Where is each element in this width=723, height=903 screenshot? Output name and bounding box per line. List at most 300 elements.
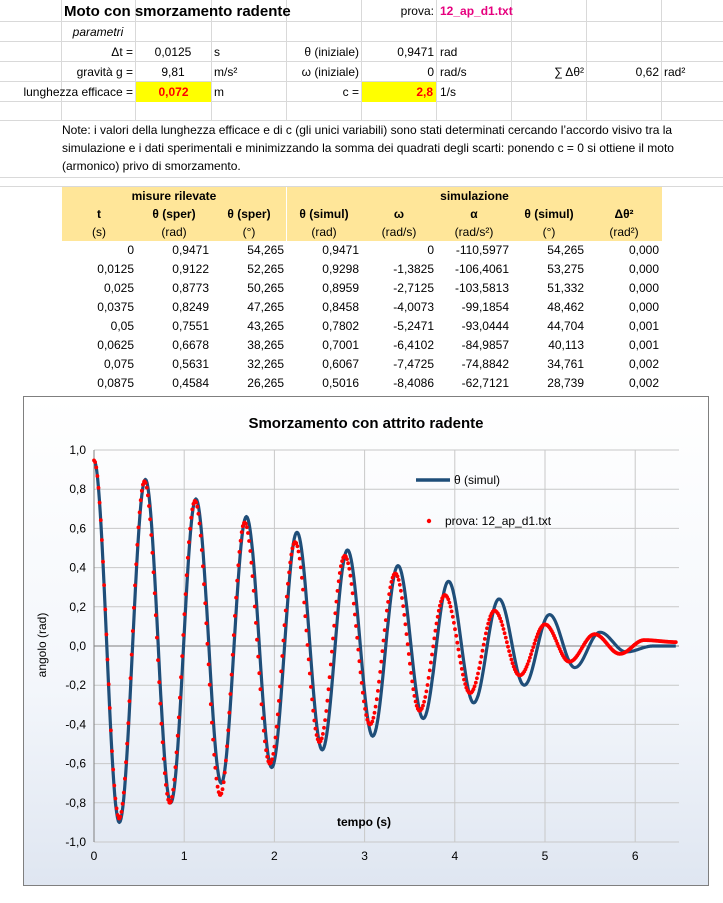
table-cell[interactable]: 0,000 [628,300,659,314]
data-point [125,742,129,746]
x-tick-label: 3 [361,849,368,863]
param-g-label[interactable]: gravità g = [76,65,133,79]
table-cell[interactable]: 0,7551 [172,319,209,333]
y-tick-label: 0,2 [69,599,86,614]
data-point [148,517,152,521]
data-point [361,691,365,695]
col-header[interactable]: θ (sper) [227,207,271,221]
data-point [485,626,489,630]
data-point [171,788,175,792]
table-cell[interactable]: 0,4584 [172,376,209,390]
data-point [382,639,386,643]
data-point [309,685,313,689]
table-cell[interactable]: 0,000 [628,262,659,276]
data-point [226,728,230,732]
data-point [303,614,307,618]
table-cell[interactable]: 0,7001 [322,338,359,352]
table-cell[interactable]: 50,265 [247,281,284,295]
table-cell[interactable]: 0,05 [110,319,134,333]
data-point [198,522,202,526]
data-point [284,609,288,613]
data-point [109,729,113,733]
data-point [151,551,155,555]
data-point [181,633,185,637]
data-point [96,474,100,478]
row-line [0,177,723,178]
data-point [289,553,293,557]
col-header[interactable]: t [97,207,101,221]
data-point [463,682,467,686]
data-point [379,660,383,664]
data-point [277,699,281,703]
data-point [209,702,213,706]
table-cell[interactable]: -6,4102 [393,338,434,352]
data-point [398,583,402,587]
data-point [452,621,456,625]
data-point [235,579,239,583]
table-cell[interactable]: -4,0073 [393,300,434,314]
data-point [474,681,478,685]
y-tick-label: 0,4 [69,560,86,575]
data-point [158,702,162,706]
table-cell[interactable]: -5,2471 [393,319,434,333]
y-tick-label: -0,2 [65,678,86,693]
col-line [586,0,587,120]
data-point [203,601,207,605]
table-cell[interactable]: -62,7121 [461,376,509,390]
data-point [333,611,337,615]
data-point [285,595,289,599]
y-tick-label: 0,6 [69,521,86,536]
table-cell[interactable]: 34,761 [547,357,584,371]
param-dt-value[interactable]: 0,0125 [154,45,192,59]
data-point [261,716,265,720]
prova-label[interactable]: prova: [400,4,434,18]
data-point [450,610,454,614]
data-point [278,685,282,689]
param-theta0-label[interactable]: θ (iniziale) [304,45,359,59]
table-cell[interactable]: 0,8458 [322,300,359,314]
data-point [321,732,325,736]
data-point [530,649,534,653]
data-point [238,550,242,554]
data-point [264,748,268,752]
chart-title: Smorzamento con attrito radente [248,415,484,432]
table-cell[interactable]: 51,332 [547,281,584,295]
data-point [202,582,206,586]
param-c-value[interactable]: 2,8 [362,82,436,102]
data-point [376,689,380,693]
data-point [511,661,515,665]
data-point [359,671,363,675]
table-cell[interactable]: 53,275 [547,262,584,276]
data-point [161,740,165,744]
data-point [271,752,275,756]
table-cell[interactable]: 0,9471 [172,243,209,257]
data-point [356,648,360,652]
data-point [335,600,339,604]
data-point [505,640,509,644]
col-unit[interactable]: (rad) [161,225,187,239]
table-cell[interactable]: -110,5977 [455,243,509,257]
data-point [188,527,192,531]
data-point [329,663,333,667]
data-point [177,716,181,720]
data-point [375,697,379,701]
table-cell[interactable]: 0,0375 [97,300,134,314]
data-point [462,678,466,682]
col-unit[interactable]: (s) [92,225,106,239]
data-point [211,738,215,742]
data-point [300,576,304,580]
table-cell[interactable]: 0,002 [628,376,659,390]
data-point [436,615,440,619]
data-point [175,751,179,755]
data-point [120,810,124,814]
data-point [227,711,231,715]
data-point [362,700,366,704]
data-point [399,589,403,593]
table-cell[interactable]: -103,5813 [454,281,509,295]
data-point [326,699,330,703]
data-point [122,791,126,795]
param-length-label[interactable]: lunghezza efficace = [23,85,133,99]
table-cell[interactable]: 0,6678 [172,338,209,352]
data-point [185,573,189,577]
sum-unit[interactable]: rad² [664,65,686,79]
data-point [110,749,114,753]
data-point [230,673,234,677]
data-point [282,639,286,643]
data-point [531,645,535,649]
data-point [529,652,533,656]
col-header[interactable]: θ (simul) [299,207,349,221]
table-cell[interactable]: 43,265 [247,319,284,333]
table-cell[interactable]: -1,3825 [393,262,434,276]
table-cell[interactable]: 0,001 [628,319,659,333]
data-point [140,489,144,493]
y-tick-labels [65,443,86,849]
table-cell[interactable]: -2,7125 [393,281,434,295]
data-point [487,618,491,622]
data-point [482,643,486,647]
legend[interactable] [416,473,552,528]
table-cell[interactable]: 0 [427,243,434,257]
data-point [307,658,311,662]
data-point [387,592,391,596]
sum-label[interactable]: ∑ Δθ² [554,65,584,79]
col-unit[interactable]: (°) [242,225,256,239]
param-c-label[interactable]: c = [342,85,359,99]
param-theta0-unit[interactable]: rad [440,45,458,59]
col-unit[interactable]: (rad/s) [381,225,417,239]
data-point [481,649,485,653]
sheet-title[interactable]: Moto con smorzamento radente [64,3,291,20]
table-cell[interactable]: 26,265 [247,376,284,390]
data-point [373,711,377,715]
data-point [448,601,452,605]
data-point [232,633,236,637]
param-dt-label[interactable]: Δt = [111,45,133,59]
data-point [244,522,248,526]
col-line [436,0,437,120]
table-cell[interactable]: 40,113 [548,338,584,352]
data-point [302,601,306,605]
table-cell[interactable]: 0,025 [103,281,134,295]
data-point [108,706,112,710]
table-cell[interactable]: 47,265 [247,300,284,314]
table-cell[interactable]: 0,8773 [172,281,209,295]
data-point [446,597,450,601]
data-point [262,729,266,733]
data-point [274,736,278,740]
data-point [533,642,537,646]
data-point [233,614,237,618]
data-point [378,670,382,674]
data-point [330,650,334,654]
data-point [411,687,415,691]
col-unit[interactable]: (°) [542,225,556,239]
chart-series [92,459,678,823]
table-cell[interactable]: -99,1854 [461,300,509,314]
data-point [121,802,125,806]
data-point [401,604,405,608]
data-point [179,675,183,679]
data-point [162,757,166,761]
data-point [385,609,389,613]
data-point [288,561,292,565]
data-point [322,726,326,730]
table-cell[interactable]: 0,0625 [97,338,134,352]
data-point [160,722,164,726]
col-unit[interactable]: (rad²) [609,225,639,239]
data-point [212,753,216,757]
data-point [305,629,309,633]
data-point [144,481,148,485]
data-point [480,655,484,659]
table-cell[interactable]: 0,002 [628,357,659,371]
x-tick-label: 6 [631,849,639,863]
table-cell[interactable]: 0,7802 [322,319,359,333]
table-cell[interactable]: 0,8249 [172,300,209,314]
table-cell[interactable]: 0,6067 [322,357,359,371]
data-point [255,638,259,642]
data-point [254,621,258,625]
param-g-unit[interactable]: m/s² [214,65,238,79]
data-point [164,783,168,787]
data-point [453,627,457,631]
table-cell[interactable]: 0,001 [628,338,659,352]
data-point [370,720,374,724]
data-point [124,760,128,764]
data-point [103,608,107,612]
note-text[interactable]: Note: i valori della lunghezza efficace e di c (gli unici variabili) sono stati determinati cercando l’accordo visivo tra la simulazione e i dati sperimentali e minimizzando la somma dei quadrati degli scarti: ponendo c = 0 si ottiene il moto (armonico) privo di smorzamento. [62,123,674,173]
data-point [408,662,412,666]
data-point [236,563,240,567]
table-cell[interactable]: -84,9857 [461,338,509,352]
data-point [157,680,161,684]
data-point [384,618,388,622]
table-cell[interactable]: 28,739 [547,376,584,390]
data-point [250,561,254,565]
data-point [256,655,260,659]
y-tick-label: 0,8 [69,482,86,497]
table-cell[interactable]: 48,462 [547,300,584,314]
col-header[interactable]: ω [393,207,405,221]
data-point [187,540,191,544]
param-length-unit[interactable]: m [214,85,224,99]
data-point [107,682,111,686]
data-point [386,600,390,604]
table-cell[interactable]: 44,704 [547,319,584,333]
chart-svg [24,397,708,885]
table-cell[interactable]: 0,0125 [97,262,134,276]
data-point [231,653,235,657]
table-cell[interactable]: -7,4725 [393,357,434,371]
table-cell[interactable]: -74,8842 [461,357,509,371]
data-point [154,613,158,617]
param-omega0-label[interactable]: ω (iniziale) [301,65,359,79]
data-point [451,615,455,619]
sum-value[interactable]: 0,62 [635,65,659,79]
data-point [240,530,244,534]
param-g-value[interactable]: 9,81 [161,65,185,79]
legend-label-simul: θ (simul) [454,473,501,487]
col-unit[interactable]: (rad) [311,225,337,239]
data-point [363,707,367,711]
data-point [176,734,180,738]
data-point [311,709,315,713]
data-point [338,571,342,575]
data-point [431,645,435,649]
data-point [206,642,210,646]
data-point [216,785,220,789]
table-cell[interactable]: 0,000 [628,243,659,257]
data-point [112,784,116,788]
data-point [377,680,381,684]
table-cell[interactable]: 54,265 [547,243,584,257]
data-point [308,672,312,676]
param-c-unit[interactable]: 1/s [440,85,457,99]
data-point [328,675,332,679]
data-point [312,719,316,723]
data-point [184,592,188,596]
data-point [434,629,438,633]
y-axis-label: angolo (rad) [35,612,49,678]
data-point [152,570,156,574]
table-cell[interactable]: 0 [127,243,134,257]
data-point [280,654,284,658]
data-point [438,604,442,608]
table-cell[interactable]: 0,9298 [322,262,359,276]
col-unit[interactable]: (rad/s²) [454,225,494,239]
data-point [483,637,487,641]
data-point [476,672,480,676]
data-point [435,622,439,626]
data-point [429,661,433,665]
param-omega0-unit[interactable]: rad/s [440,65,467,79]
data-point [383,628,387,632]
data-point [252,589,256,593]
prova-file[interactable]: 12_ap_d1.txt [440,4,513,18]
table-cell[interactable]: 0,0875 [97,376,134,390]
data-point [314,727,318,731]
param-dt-unit[interactable]: s [214,45,220,59]
param-theta0-value[interactable]: 0,9471 [397,45,434,59]
data-point [432,637,436,641]
table-cell[interactable]: 32,265 [247,357,284,371]
data-point [320,737,324,741]
data-point [204,621,208,625]
y-tick-label: 1,0 [69,443,86,457]
data-point [340,559,344,563]
col-header[interactable]: θ (simul) [524,207,574,221]
table-cell[interactable]: 0,5631 [172,357,209,371]
table-cell[interactable]: 0,9122 [172,262,209,276]
data-point [372,716,376,720]
data-point [404,622,408,626]
data-point [425,690,429,694]
data-point [102,583,106,587]
table-cell[interactable]: 0,9471 [322,243,359,257]
data-point [406,642,410,646]
data-point [397,578,401,582]
data-point [674,640,678,644]
data-point [475,676,479,680]
col-header[interactable]: α [470,207,478,221]
data-point [461,673,465,677]
data-point [449,605,453,609]
table-cell[interactable]: 0,8959 [322,281,359,295]
table-cell[interactable]: -93,0444 [461,319,509,333]
col-header[interactable]: Δθ² [614,207,634,221]
data-point [315,733,319,737]
data-point [132,606,136,610]
legend-label-prova: prova: 12_ap_d1.txt [445,514,552,528]
data-point [454,634,458,638]
data-point [414,700,418,704]
data-point [190,508,194,512]
parametri-label[interactable]: parametri [72,25,124,39]
col-header[interactable]: θ (sper) [152,207,196,221]
data-point [183,612,187,616]
param-omega0-value[interactable]: 0 [427,65,434,79]
data-point [163,771,167,775]
table-cell[interactable]: -8,4086 [393,376,434,390]
data-point [405,632,409,636]
param-length-value[interactable]: 0,072 [136,82,211,102]
data-point [437,609,441,613]
table-cell[interactable]: 0,075 [103,357,134,371]
table-cell[interactable]: 52,265 [247,262,284,276]
data-point [105,633,109,637]
table-cell[interactable]: 38,265 [247,338,284,352]
data-point [245,525,249,529]
table-cell[interactable]: -106,4061 [454,262,509,276]
data-point [296,544,300,548]
x-tick-label: 4 [451,849,459,863]
chart-area[interactable] [23,396,709,886]
data-point [186,556,190,560]
table-cell[interactable]: 0,5016 [322,376,359,390]
data-point [283,623,287,627]
data-point [423,695,427,699]
table-cell[interactable]: 54,265 [247,243,284,257]
table-cell[interactable]: 0,000 [628,281,659,295]
data-point [458,654,462,658]
data-point [381,649,385,653]
data-point [504,636,508,640]
